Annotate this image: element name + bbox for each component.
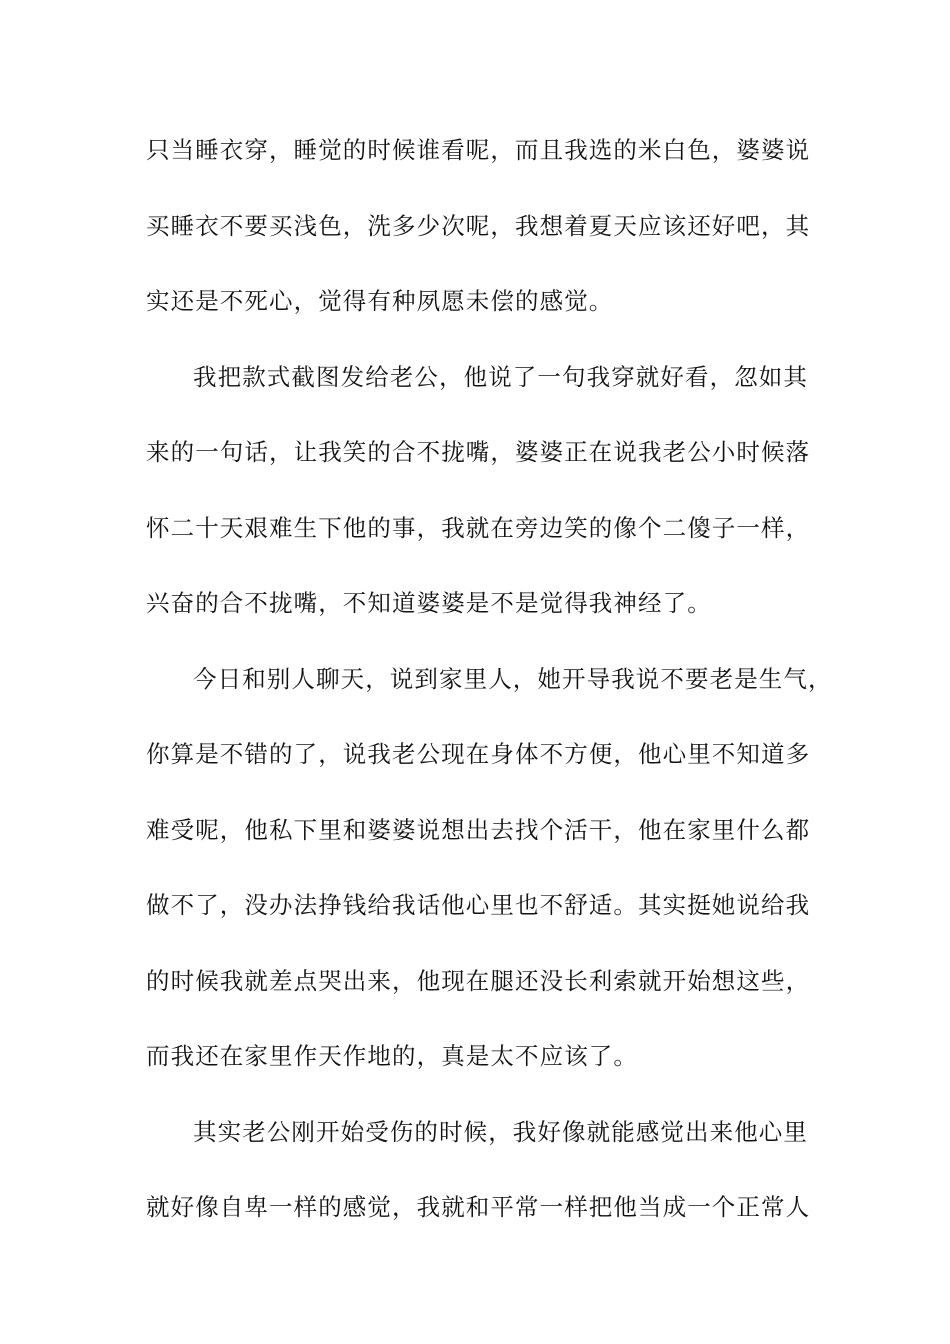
text-line: 兴奋的合不拢嘴，不知道婆婆是不是觉得我神经了。 xyxy=(146,589,712,617)
text-line: 难受呢，他私下里和婆婆说想出去找个活干，他在家里什么都 xyxy=(146,815,811,844)
text-line: 你算是不错的了，说我老公现在身体不方便，他心里不知道多 xyxy=(146,740,811,768)
text-line: 来的一句话，让我笑的合不拢嘴，婆婆正在说我老公小时候落 xyxy=(146,438,811,466)
text-line: 的时候我就差点哭出来，他现在腿还没长利索就开始想这些， xyxy=(146,966,811,995)
text-line: 而我还在家里作天作地的，真是太不应该了。 xyxy=(146,1042,638,1070)
text-line: 实还是不死心，觉得有种夙愿未偿的感觉。 xyxy=(146,287,614,315)
paragraph-start-line: 我把款式截图发给老公，他说了一句我穿就好看，忽如其 xyxy=(193,362,808,391)
paragraph-start-line: 今日和别人聊天，说到家里人，她开导我说不要老是生气， xyxy=(193,664,833,693)
text-line: 怀二十天艰难生下他的事，我就在旁边笑的像个二傻子一样， xyxy=(146,513,811,542)
text-line: 做不了，没办法挣钱给我话他心里也不舒适。其实挺她说给我 xyxy=(146,891,811,919)
text-line: 就好像自卑一样的感觉，我就和平常一样把他当成一个正常人 xyxy=(146,1193,811,1221)
paragraph-start-line: 其实老公刚开始受伤的时候，我好像就能感觉出来他心里 xyxy=(193,1117,808,1146)
text-line: 买睡衣不要买浅色，洗多少次呢，我想着夏天应该还好吧，其 xyxy=(146,211,811,240)
document-body xyxy=(146,127,833,1260)
text-line: 只当睡衣穿，睡觉的时候谁看呢，而且我选的米白色，婆婆说 xyxy=(146,136,811,164)
